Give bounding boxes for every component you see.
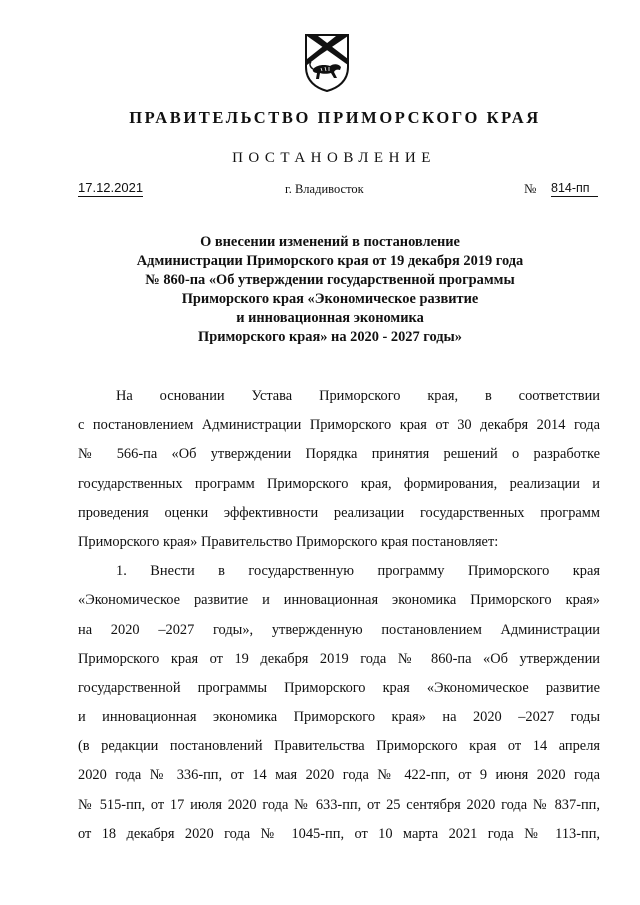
heading-line: Приморского края» на 2020 - 2027 годы» bbox=[198, 329, 462, 345]
document-number: 814-пп bbox=[551, 180, 598, 197]
number-sign: № bbox=[524, 181, 537, 196]
body-line: Приморского края» Правительство Приморского края постановляет: bbox=[78, 533, 499, 550]
heading-line: Приморского края «Экономическое развитие bbox=[181, 291, 479, 307]
body-line: государственных программ Приморского края, формирования, реализации и bbox=[78, 475, 600, 492]
heading-line: и инновационная экономика bbox=[236, 310, 424, 326]
body-line: с постановлением Администрации Приморского края от 30 декабря 2014 года bbox=[78, 417, 600, 434]
heading-line: № 860-па «Об утверждении государственной программы bbox=[145, 272, 515, 288]
heading-line: О внесении изменений в постановление bbox=[200, 234, 460, 250]
document-date: 17.12.2021 bbox=[78, 180, 144, 195]
government-title: ПРАВИТЕЛЬСТВО ПРИМОРСКОГО КРАЯ bbox=[129, 108, 541, 127]
heading-line: Администрации Приморского края от 19 декабря 2019 года bbox=[136, 253, 524, 269]
body-line: от 18 декабря 2020 года № 1045-пп, от 10 марта 2021 года № 113-пп, bbox=[78, 825, 600, 842]
coat-of-arms-emblem bbox=[304, 33, 350, 93]
body-line: На основании Устава Приморского края, в соответствии bbox=[116, 388, 600, 404]
body-line: на 2020 –2027 годы», утвержденную постановлением Администрации bbox=[78, 621, 600, 638]
body-line: 1. Внести в государственную программу Приморского края bbox=[116, 563, 600, 580]
document-type: ПОСТАНОВЛЕНИЕ bbox=[232, 150, 436, 166]
body-line: № 566-па «Об утверждении Порядка принятия решений о разработке bbox=[78, 446, 600, 463]
body-line: проведения оценки эффективности реализации государственных программ bbox=[78, 504, 600, 521]
document-body bbox=[78, 382, 600, 849]
document-heading bbox=[100, 233, 560, 347]
body-line: № 515-пп, от 17 июля 2020 года № 633-пп, от 25 сентября 2020 года № 837-пп, bbox=[78, 796, 600, 813]
document-city: г. Владивосток bbox=[285, 182, 364, 196]
body-line: государственной программы Приморского края «Экономическое развитие bbox=[78, 679, 600, 696]
body-line: Приморского края от 19 декабря 2019 года № 860-па «Об утверждении bbox=[78, 650, 600, 667]
body-line: и инновационная экономика Приморского края» на 2020 –2027 годы bbox=[78, 709, 600, 726]
body-line: 2020 года № 336-пп, от 14 мая 2020 года № 422-пп, от 9 июня 2020 года bbox=[78, 767, 600, 784]
body-line: (в редакции постановлений Правительства Приморского края от 14 апреля bbox=[78, 738, 600, 755]
body-line: «Экономическое развитие и инновационная экономика Приморского края» bbox=[78, 592, 600, 609]
